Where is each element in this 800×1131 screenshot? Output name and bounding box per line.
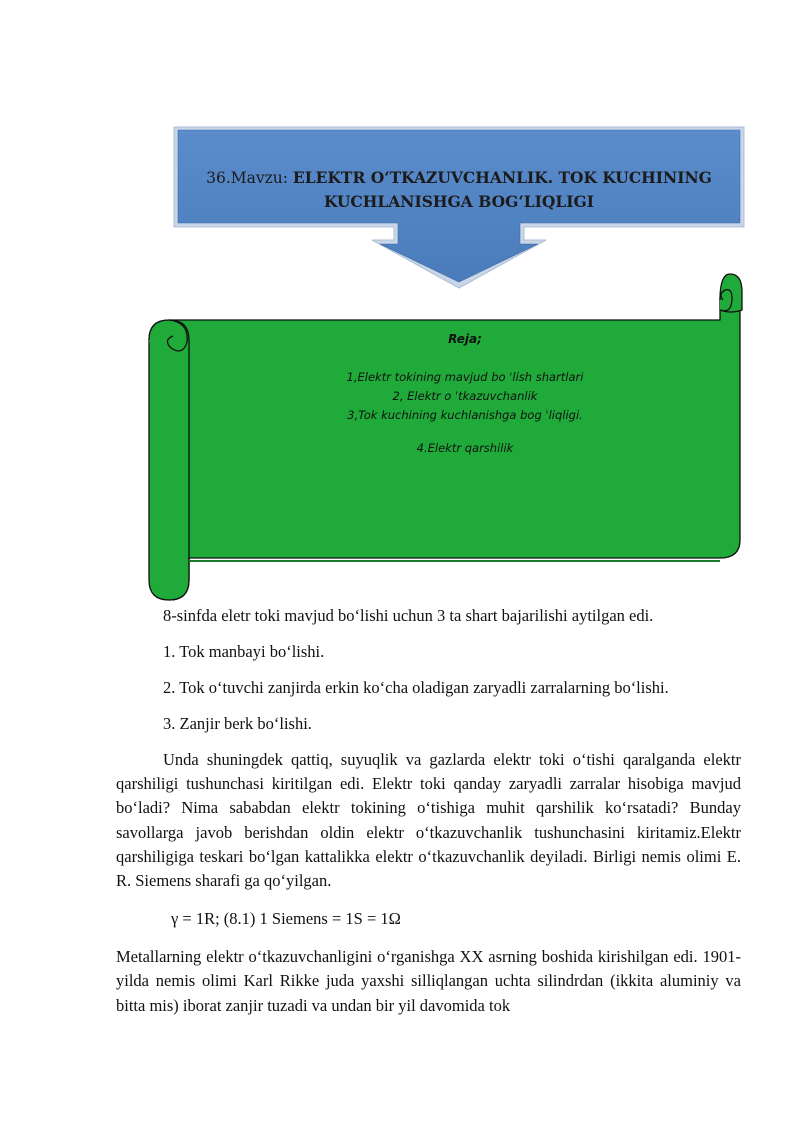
intro-line: 8-sinfda eletr toki mavjud bo‘lishi uchun 3 ta shart bajarilishi aytilgan edi. (163, 606, 654, 625)
condition-2: 2. Tok o‘tuvchi zanjirda erkin ko‘cha oladigan zaryadli zarralarning bo‘lishi. (163, 678, 669, 697)
topic-heading (190, 166, 728, 214)
body-text (116, 604, 741, 1018)
topic-title-line1: ELEKTR O‘TKAZUVCHANLIK. TOK KUCHINING (292, 168, 712, 187)
plan-list (205, 332, 725, 458)
plan-scroll-banner (145, 270, 745, 605)
paragraph-conductivity: Unda shuningdek qattiq, suyuqlik va gazlarda elektr toki o‘tishi qaralganda elektr qarshiligi tushunchasi kiritilgan edi. Elektr toki qanday zaryadli zarralar hisobiga mavjud bo‘ladi? Nima sababdan elektr tokining o‘tishiga muhit qarshilik ko‘rsatadi? Bunday savollarga javob berishdan oldin elektr o‘tkazuvchanlik tushunchasini kiritamiz.Elektr qarshiligiga teskari bo‘lgan kattalikka elektr o‘tkazuvchanlik deyiladi. Birligi nemis olimi E. R. Siemens sharafi ga qo‘yilgan. (116, 750, 741, 891)
condition-1: 1. Tok manbayi bo‘lishi. (163, 642, 325, 661)
formula-line: γ = 1R; (8.1) 1 Siemens = 1S = 1Ω (171, 909, 401, 929)
plan-item-1: 1,Elektr tokining mavjud bo ˈlish shartlari (346, 370, 584, 384)
plan-item-4: 4.Elektr qarshilik (416, 441, 514, 455)
topic-title-line2: KUCHLANISHGA BOG‘LIQLIGI (323, 192, 595, 211)
plan-item-3: 3,Tok kuchining kuchlanishga bog ˈliqligi. (347, 408, 583, 422)
topic-prefix: 36.Mavzu: (206, 169, 293, 187)
topic-callout (170, 124, 748, 294)
paragraph-metals: Metallarning elektr o‘tkazuvchanligini o‘rganishga XX asrning boshida kirishilgan edi. 1901-yilda nemis olimi Karl Rikke juda yaxshi silliqlangan uchta silindrdan (ikkita aluminiy va bitta mis) iborat zanjir tuzadi va undan bir yil davomida tok (116, 947, 741, 1015)
condition-3: 3. Zanjir berk bo‘lishi. (163, 714, 312, 733)
plan-title: Reja; (448, 332, 482, 346)
plan-item-2: 2, Elektr o ˈtkazuvchanlik (392, 389, 538, 403)
